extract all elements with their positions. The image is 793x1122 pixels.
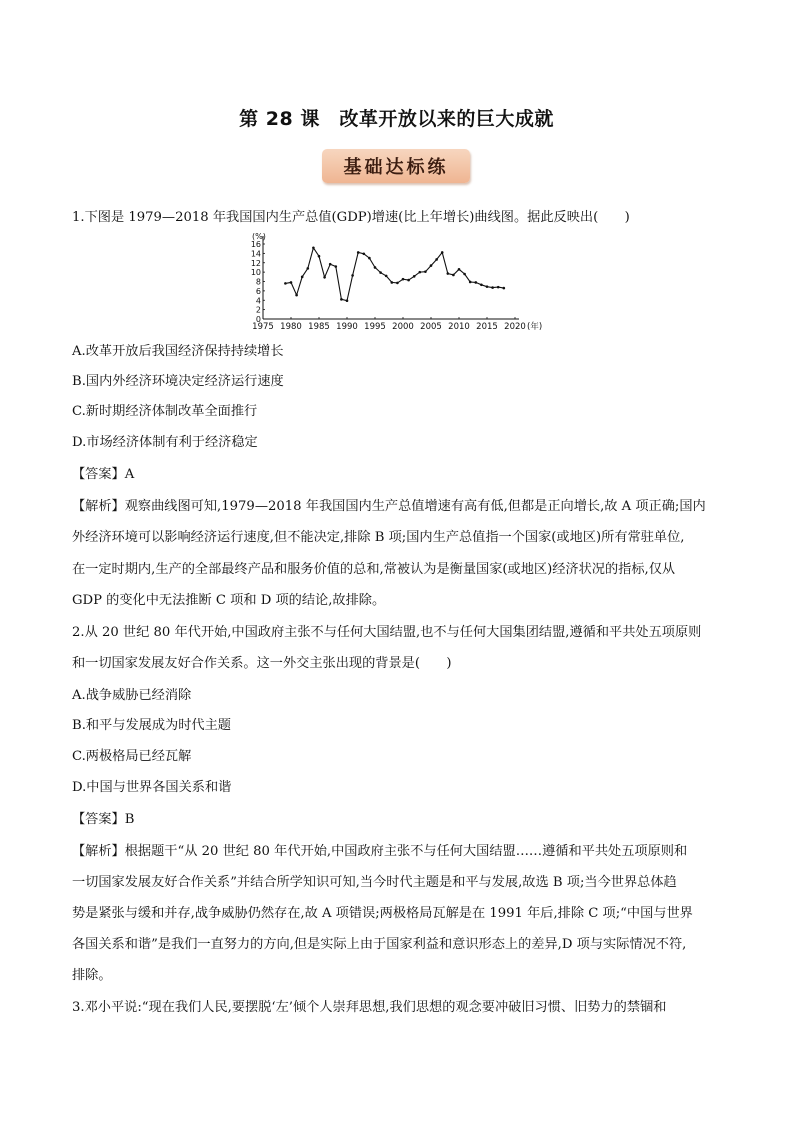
data-point	[441, 251, 444, 254]
data-point	[463, 273, 466, 276]
data-point	[340, 298, 343, 301]
data-point	[284, 282, 287, 285]
y-tick-label: 4	[255, 296, 261, 306]
data-point	[301, 276, 304, 279]
question-2-option-a: A.战争威胁已经消除	[72, 688, 192, 703]
question-1-option-b: B.国内外经济环境决定经济运行速度	[72, 374, 284, 389]
data-point	[469, 281, 472, 284]
data-point	[363, 253, 366, 256]
data-point	[452, 274, 455, 277]
data-point	[318, 255, 321, 258]
gdp-growth-chart	[250, 230, 560, 336]
data-point	[486, 285, 489, 288]
data-point	[312, 246, 315, 249]
data-point	[368, 257, 371, 260]
data-point	[329, 263, 332, 266]
data-point	[430, 264, 433, 267]
x-tick-label: 2010	[448, 322, 470, 332]
question-3-stem: 3.邓小平说:“现在我们人民,要摆脱‘左’倾个人崇拜思想,我们思想的观念要冲破旧习惯、旧势力的禁锢和	[72, 1000, 667, 1015]
data-point	[396, 282, 399, 285]
y-tick-label: 0	[255, 315, 261, 324]
x-tick-label: 1990	[336, 322, 358, 332]
data-point	[503, 287, 506, 290]
question-1-answer: 【答案】A	[72, 467, 135, 482]
data-point	[402, 278, 405, 281]
data-point	[335, 265, 338, 268]
x-tick-label: 1975	[252, 322, 274, 332]
data-point	[357, 251, 360, 254]
question-1-analysis-line: 在一定时期内,生产的全部最终产品和服务价值的总和,常被认为是衡量国家(或地区)经济状况的指标,仅从	[72, 562, 676, 577]
data-point	[497, 286, 500, 289]
question-2-option-c: C.两极格局已经瓦解	[72, 749, 192, 764]
y-tick-label: 16	[250, 240, 261, 249]
y-tick-label: 10	[250, 268, 261, 278]
data-point	[323, 276, 326, 279]
data-point	[379, 271, 382, 274]
data-point	[385, 275, 388, 278]
data-point	[419, 271, 422, 274]
data-point	[447, 272, 450, 275]
question-2-stem: 和一切国家发展友好合作关系。这一外交主张出现的背景是( )	[72, 656, 452, 671]
data-point	[491, 286, 494, 289]
data-point	[458, 268, 461, 271]
data-point	[307, 267, 310, 270]
data-point	[480, 283, 483, 286]
page-title: 第 28 课 改革开放以来的巨大成就	[239, 108, 554, 130]
question-1-option-a: A.改革开放后我国经济保持持续增长	[72, 344, 284, 359]
data-point	[295, 294, 298, 297]
x-tick-label: 2000	[392, 322, 414, 332]
data-point	[475, 281, 478, 284]
question-2-analysis-line: 排除。	[72, 968, 112, 983]
x-tick-label: 1995	[364, 322, 386, 332]
x-axis-label: (年)	[527, 322, 543, 332]
data-point	[407, 279, 410, 282]
y-tick-label: 12	[250, 258, 261, 268]
data-point	[435, 258, 438, 261]
question-1-analysis-line: GDP 的变化中无法推断 C 项和 D 项的结论,故排除。	[72, 593, 386, 608]
question-2-analysis-line: 【解析】根据题干“从 20 世纪 80 年代开始,中国政府主张不与任何大国结盟……遵循和平共处五项原则和	[72, 844, 688, 859]
question-2-analysis-line: 势是紧张与缓和并存,战争威胁仍然存在,故 A 项错误;两极格局瓦解是在 1991 年后,排除 C 项;“中国与世界	[72, 906, 693, 921]
x-tick-label: 2020	[504, 322, 526, 332]
question-2-option-d: D.中国与世界各国关系和谐	[72, 780, 232, 795]
y-axis-label: (%)	[252, 232, 266, 241]
data-point	[290, 281, 293, 284]
data-point	[346, 299, 349, 302]
question-1-option-d: D.市场经济体制有利于经济稳定	[72, 435, 258, 450]
question-1-option-c: C.新时期经济体制改革全面推行	[72, 404, 258, 419]
question-1-stem: 1.下图是 1979—2018 年我国国内生产总值(GDP)增速(比上年增长)曲线图。据此反映出( )	[72, 210, 630, 225]
data-point	[424, 270, 427, 273]
question-1-analysis-line: 外经济环境可以影响经济运行速度,但不能决定,排除 B 项;国内生产总值指一个国家(或地区)所有常驻单位,	[72, 530, 685, 545]
y-tick-label: 8	[255, 277, 261, 287]
y-tick-label: 2	[255, 305, 261, 315]
x-tick-label: 2015	[476, 322, 498, 332]
question-2-analysis-line: 各国关系和谐”是我们一直努力的方向,但是实际上由于国家利益和意识形态上的差异,D 项与实际情况不符,	[72, 937, 687, 952]
y-tick-label: 14	[250, 249, 261, 259]
question-2-answer: 【答案】B	[72, 812, 135, 827]
data-point	[413, 275, 416, 278]
x-tick-label: 1980	[280, 322, 302, 332]
x-tick-label: 2005	[420, 322, 442, 332]
data-point	[374, 266, 377, 269]
question-2-analysis-line: 一切国家发展友好合作关系”并结合所学知识可知,当今时代主题是和平与发展,故选 B 项;当今世界总体趋	[72, 875, 677, 890]
question-2-option-b: B.和平与发展成为时代主题	[72, 718, 231, 733]
gdp-series-points	[284, 246, 505, 302]
x-tick-label: 1985	[308, 322, 330, 332]
question-1-analysis-line: 【解析】观察曲线图可知,1979—2018 年我国国内生产总值增速有高有低,但都是正向增长,故 A 项正确;国内	[72, 499, 706, 514]
y-tick-label: 6	[255, 286, 261, 296]
data-point	[351, 274, 354, 277]
question-2-stem: 2.从 20 世纪 80 年代开始,中国政府主张不与任何大国结盟,也不与任何大国集团结盟,遵循和平共处五项原则	[72, 625, 702, 640]
section-badge: 基础达标练	[322, 149, 470, 183]
data-point	[391, 281, 394, 284]
